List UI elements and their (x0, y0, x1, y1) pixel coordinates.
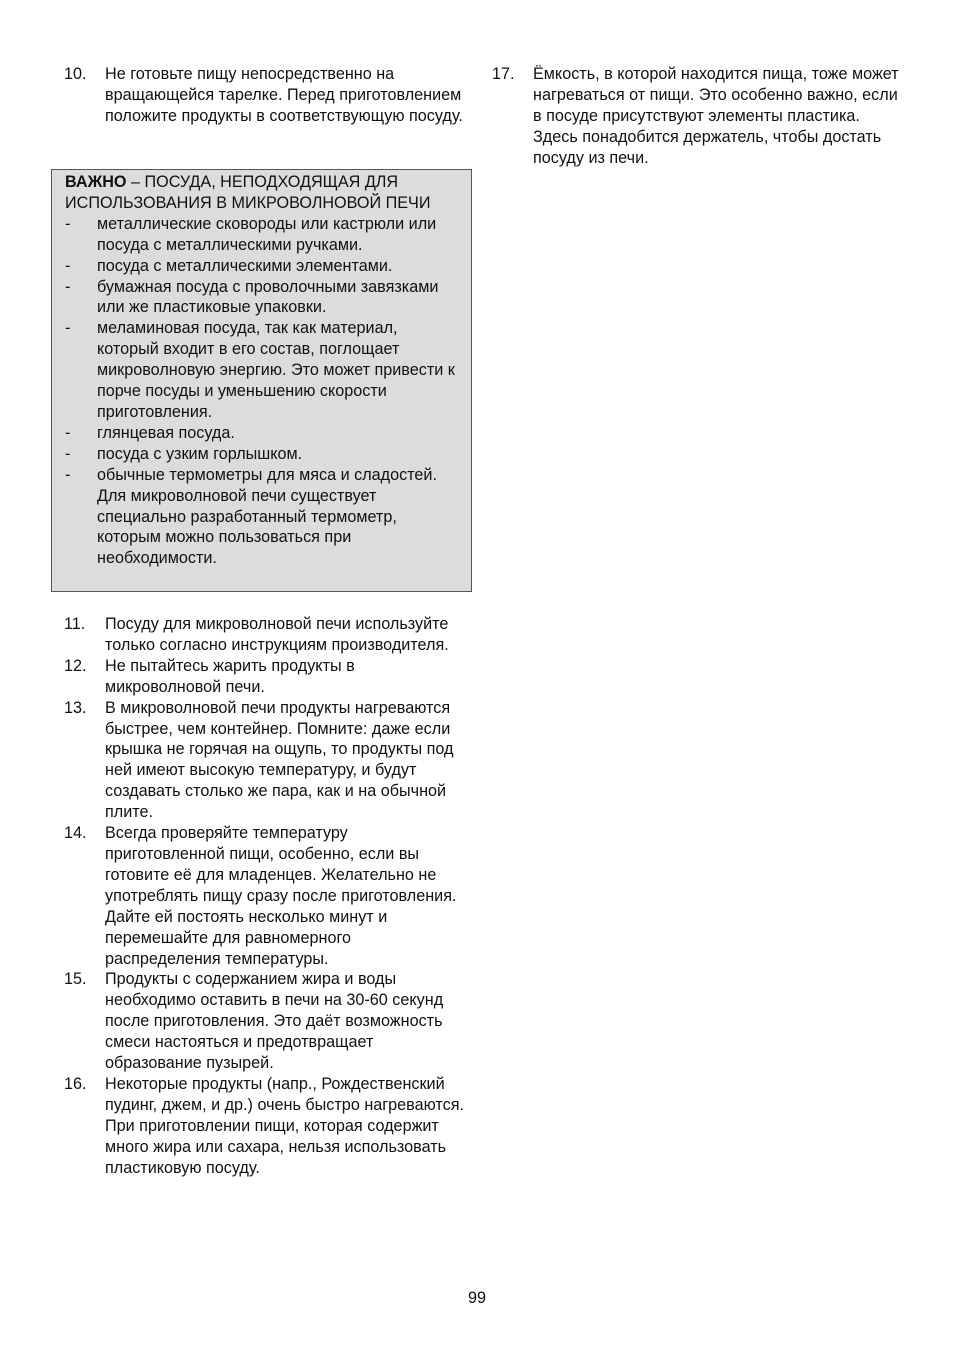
item-number: 10. (64, 65, 87, 83)
warning-bullet (65, 318, 463, 423)
list-item-12 (64, 656, 464, 698)
item-text: Всегда проверяйте температуру приготовленной пищи, особенно, если вы готовите её для младенцев. Желательно не употреблять пищу сразу после приготовления. Дайте ей постоять несколько минут и перемешайте для равномерного распределения температуры. (105, 824, 457, 968)
item-number: 11. (64, 615, 86, 633)
page-number: 99 (467, 1289, 486, 1307)
bullet-text: меламиновая посуда, так как материал, который входит в его состав, поглощает микроволновую энергию. Это может привести к порче посуды и уменьшению скорости приготовления. (97, 319, 455, 421)
item-text: Посуду для микроволновой печи используйте только согласно инструкциям производителя. (105, 615, 449, 654)
bullet-dash: - (65, 277, 71, 296)
list-item-14 (64, 823, 464, 969)
warning-bullet (65, 465, 463, 570)
warning-title-rest: – ПОСУДА, НЕПОДХОДЯЩАЯ ДЛЯ ИСПОЛЬЗОВАНИЯ В МИКРОВОЛНОВОЙ ПЕЧИ (65, 173, 431, 212)
bullet-text: глянцевая посуда. (97, 423, 235, 442)
warning-title-bold: ВАЖНО (65, 173, 127, 191)
bullet-text: бумажная посуда с проволочными завязками или же пластиковые упаковки. (97, 277, 439, 317)
warning-bullet (65, 444, 463, 465)
bullet-dash: - (65, 319, 71, 338)
warning-bullet (65, 256, 463, 277)
warning-box (51, 169, 472, 592)
list-item-10 (64, 64, 464, 127)
bullet-dash: - (65, 444, 71, 463)
list-item-17 (492, 64, 902, 169)
item-number: 14. (64, 824, 87, 843)
bullet-text: металлические сковороды или кастрюли или посуда с металлическими ручками. (97, 214, 437, 254)
warning-bullet (65, 277, 463, 319)
list-item-15 (64, 969, 464, 1074)
warning-bullet (65, 423, 463, 444)
bullet-text: посуда с узким горлышком. (97, 444, 303, 463)
warning-title (65, 172, 463, 214)
bullet-text: посуда с металлическими элементами. (97, 256, 393, 275)
list-item-11 (64, 614, 464, 656)
left-column-top (64, 64, 464, 127)
item-text: Не пытайтесь жарить продукты в микроволновой печи. (105, 656, 355, 696)
item-text: В микроволновой печи продукты нагреваются быстрее, чем контейнер. Помните: даже если крышка не горячая на ощупь, то продукты под ней имеют высокую температуру, и будут создавать столько же пара, как и на обычной плите. (105, 698, 454, 822)
item-text: Ёмкость, в которой находится пища, тоже может нагреваться от пищи. Это особенно важно, если в посуде присутствуют элементы пластика. Здесь понадобится держатель, чтобы достать посуду из печи. (533, 65, 899, 167)
left-column-bottom (64, 614, 464, 1178)
bullet-dash: - (65, 423, 71, 442)
item-text: Не готовьте пищу непосредственно на вращающейся тарелке. Перед приготовлением положите продукты в соответствующую посуду. (105, 65, 463, 125)
item-text: Продукты с содержанием жира и воды необходимо оставить в печи на 30-60 секунд после приготовления. Это даёт возможность смеси настояться и предотвращает образование пузырей. (105, 970, 444, 1073)
bullet-dash: - (65, 256, 71, 275)
item-number: 15. (64, 970, 87, 989)
item-number: 16. (64, 1074, 87, 1093)
bullet-text: обычные термометры для мяса и сладостей. Для микроволновой печи существует специально разработанный термометр, которым можно пользоваться при необходимости. (97, 465, 437, 568)
bullet-dash: - (65, 214, 71, 233)
warning-bullet (65, 214, 463, 256)
list-item-13 (64, 698, 464, 823)
right-column (492, 64, 902, 169)
item-number: 13. (64, 698, 87, 717)
bullet-dash: - (65, 465, 71, 484)
item-number: 17. (492, 65, 515, 83)
list-item-16 (64, 1074, 464, 1179)
item-number: 12. (64, 656, 87, 675)
item-text: Некоторые продукты (напр., Рождественский пудинг, джем, и др.) очень быстро нагреваются. При приготовлении пищи, которая содержит много жира или сахара, нельзя использовать пластиковую посуду. (105, 1074, 464, 1177)
